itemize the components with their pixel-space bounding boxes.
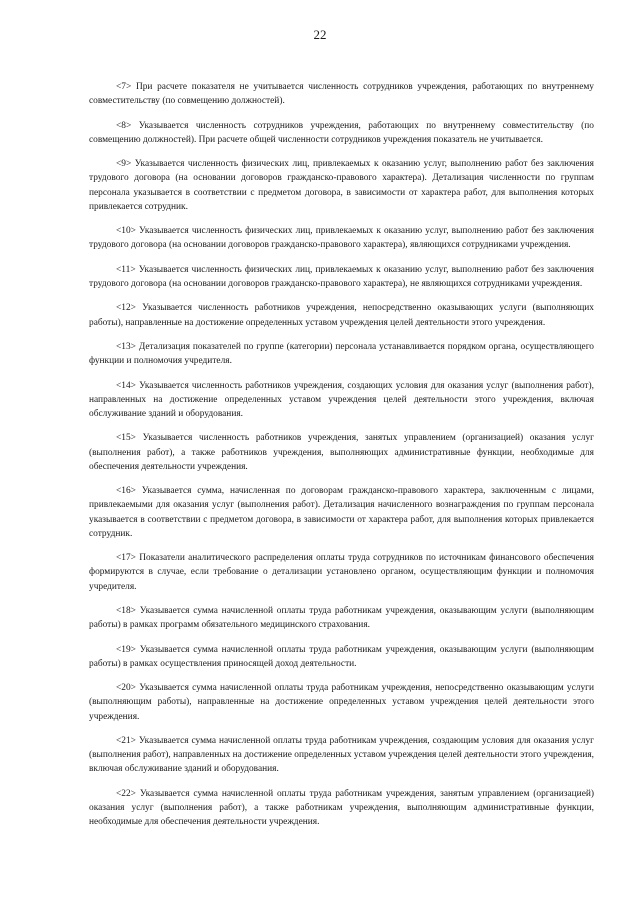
- footnote-11: <11> Указывается численность физических лиц, привлекаемых к оказанию услуг, выполнению работ без заключения трудового договора (на основании договоров гражданско-правового характера), не являющихся сотрудниками учреждения.: [89, 264, 594, 289]
- page-number: 22: [313, 27, 327, 42]
- footnote-20: <20> Указывается сумма начисленной оплаты труда работникам учреждения, непосредственно оказывающим услуги (выполняющим работы), направленные на достижение определенных уставом учреждения целей деятельности этого учреждения.: [89, 683, 594, 722]
- footnote-10: <10> Указывается численность физических лиц, привлекаемых к оказанию услуг, выполнению работ без заключения трудового договора (на основании договоров гражданско-правового характера), являющихся сотрудниками учреждения.: [89, 226, 594, 251]
- footnote-13: <13> Детализация показателей по группе (категории) персонала устанавливается порядком органа, осуществляющего функции и полномочия учредителя.: [89, 341, 594, 367]
- footnote-19: <19> Указывается сумма начисленной оплаты труда работникам учреждения, оказывающим услуги (выполняющим работы) в рамках осуществления приносящей доход деятельности.: [89, 644, 594, 669]
- footnote-7: <7> При расчете показателя не учитывается численность сотрудников учреждения, работающих по внутреннему совместительству (по совмещению должностей).: [89, 82, 594, 107]
- footnote-16: <16> Указывается сумма, начисленная по договорам гражданско-правового характера, заключенным с лицами, привлекаемыми для оказания услуг (выполнения работ). Детализация начисленного вознаграждения по группам персонала указывается в соответствии с предметом договора, в зависимости от характера работ, для выполнения которых привлекается сотрудник.: [89, 486, 594, 539]
- footnote-22: <22> Указывается сумма начисленной оплаты труда работникам учреждения, занятым управлением (организацией) оказания услуг (выполнения работ), а также работникам учреждения, выполняющим административные функции, необходимые для обеспечения деятельности учреждения.: [89, 788, 594, 828]
- footnote-17: <17> Показатели аналитического распределения оплаты труда сотрудников по источникам финансового обеспечения формируются в случае, если требование о детализации установлено органом, осуществляющим функции и полномочия учредителя.: [89, 553, 594, 592]
- footnote-14: <14> Указывается численность работников учреждения, создающих условия для оказания услуг (выполнения работ), направленных на достижение определенных уставом учреждения целей деятельности этого учреждения, включая обслуживание зданий и оборудования.: [89, 380, 594, 419]
- footnotes-list: [89, 80, 594, 840]
- footnote-12: <12> Указывается численность работников учреждения, непосредственно оказывающих услуги (выполняющих работы), направленные на достижение определенных уставом учреждения целей деятельности этого учреждения.: [89, 303, 594, 328]
- footnote-15: <15> Указывается численность работников учреждения, занятых управлением (организацией) оказания услуг (выполнения работ), а также работников учреждения, выполняющих административные функции, необходимые для обеспечения деятельности учреждения.: [89, 433, 594, 472]
- footnote-18: <18> Указывается сумма начисленной оплаты труда работникам учреждения, оказывающим услуги (выполняющим работы) в рамках программ обязательного медицинского страхования.: [89, 605, 594, 631]
- footnote-21: <21> Указывается сумма начисленной оплаты труда работникам учреждения, создающим условия для оказания услуг (выполнения работ), направленных на достижение определенных уставом учреждения целей деятельности этого учреждения, включая обслуживание зданий и оборудования.: [89, 735, 594, 775]
- footnote-8: <8> Указывается численность сотрудников учреждения, работающих по внутреннему совместительству (по совмещению должностей). При расчете общей численности сотрудников учреждения показатель не учитывается.: [89, 120, 594, 145]
- footnote-9: <9> Указывается численность физических лиц, привлекаемых к оказанию услуг, выполнению работ без заключения трудового договора (на основании договоров гражданско-правового характера). Детализация численности по группам персонала указывается в соответствии с предметом договора, в зависимости от характера работ, для выполнения которых привлекается сотрудник.: [89, 159, 594, 212]
